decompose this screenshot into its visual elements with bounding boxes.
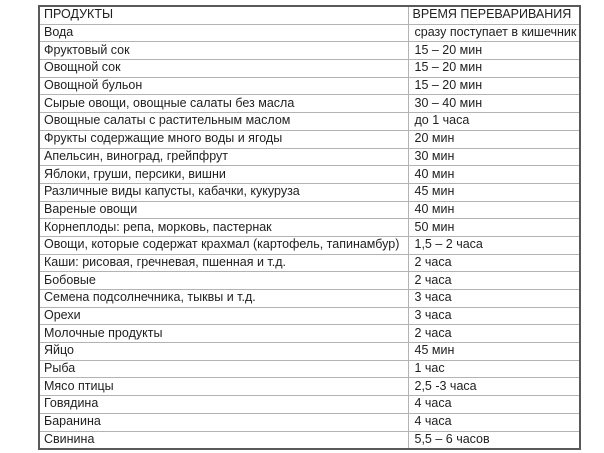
time-cell: 2,5 -3 часа bbox=[408, 378, 580, 396]
table-row bbox=[39, 272, 580, 290]
product-cell: Орехи bbox=[39, 307, 408, 325]
time-cell: 20 мин bbox=[408, 130, 580, 148]
table-row bbox=[39, 130, 580, 148]
table-row bbox=[39, 360, 580, 378]
time-cell: до 1 часа bbox=[408, 113, 580, 131]
table-row bbox=[39, 166, 580, 184]
product-cell: Различные виды капусты, кабачки, кукуруза bbox=[39, 183, 408, 201]
time-cell: 1 час bbox=[408, 360, 580, 378]
product-cell: Молочные продукты bbox=[39, 325, 408, 343]
table-row bbox=[39, 95, 580, 113]
time-cell: 40 мин bbox=[408, 166, 580, 184]
product-cell: Овощные салаты с растительным маслом bbox=[39, 113, 408, 131]
table-row bbox=[39, 254, 580, 272]
product-cell: Рыба bbox=[39, 360, 408, 378]
time-cell: 30 мин bbox=[408, 148, 580, 166]
table-row bbox=[39, 236, 580, 254]
table-row bbox=[39, 113, 580, 131]
time-cell: 40 мин bbox=[408, 201, 580, 219]
table-row bbox=[39, 201, 580, 219]
table-row bbox=[39, 148, 580, 166]
product-cell: Семена подсолнечника, тыквы и т.д. bbox=[39, 290, 408, 308]
time-cell: 50 мин bbox=[408, 219, 580, 237]
product-cell: Вода bbox=[39, 24, 408, 42]
table-row bbox=[39, 396, 580, 414]
time-cell: 2 часа bbox=[408, 272, 580, 290]
table-row bbox=[39, 42, 580, 60]
column-header-products: ПРОДУКТЫ bbox=[39, 6, 408, 24]
table-row bbox=[39, 307, 580, 325]
product-cell: Баранина bbox=[39, 413, 408, 431]
table-row bbox=[39, 325, 580, 343]
table-row bbox=[39, 413, 580, 431]
product-cell: Бобовые bbox=[39, 272, 408, 290]
time-cell: 2 часа bbox=[408, 325, 580, 343]
time-cell: 15 – 20 мин bbox=[408, 60, 580, 78]
table-row bbox=[39, 431, 580, 449]
product-cell: Свинина bbox=[39, 431, 408, 449]
time-cell: 45 мин bbox=[408, 343, 580, 361]
time-cell: 30 – 40 мин bbox=[408, 95, 580, 113]
time-cell: 15 – 20 мин bbox=[408, 42, 580, 60]
product-cell: Корнеплоды: репа, морковь, пастернак bbox=[39, 219, 408, 237]
product-cell: Яблоки, груши, персики, вишни bbox=[39, 166, 408, 184]
product-cell: Овощной сок bbox=[39, 60, 408, 78]
table-body bbox=[39, 24, 580, 449]
product-cell: Фруктовый сок bbox=[39, 42, 408, 60]
product-cell: Фрукты содержащие много воды и ягоды bbox=[39, 130, 408, 148]
time-cell: сразу поступает в кишечник bbox=[408, 24, 580, 42]
column-header-time: ВРЕМЯ ПЕРЕВАРИВАНИЯ bbox=[408, 6, 580, 24]
time-cell: 4 часа bbox=[408, 413, 580, 431]
table-row bbox=[39, 77, 580, 95]
time-cell: 3 часа bbox=[408, 307, 580, 325]
time-cell: 45 мин bbox=[408, 183, 580, 201]
time-cell: 1,5 – 2 часа bbox=[408, 236, 580, 254]
product-cell: Овощной бульон bbox=[39, 77, 408, 95]
time-cell: 3 часа bbox=[408, 290, 580, 308]
product-cell: Сырые овощи, овощные салаты без масла bbox=[39, 95, 408, 113]
product-cell: Говядина bbox=[39, 396, 408, 414]
digestion-table bbox=[38, 5, 581, 450]
time-cell: 5,5 – 6 часов bbox=[408, 431, 580, 449]
time-cell: 15 – 20 мин bbox=[408, 77, 580, 95]
table-row bbox=[39, 24, 580, 42]
product-cell: Мясо птицы bbox=[39, 378, 408, 396]
product-cell: Овощи, которые содержат крахмал (картофель, тапинамбур) bbox=[39, 236, 408, 254]
table-row bbox=[39, 219, 580, 237]
product-cell: Яйцо bbox=[39, 343, 408, 361]
product-cell: Вареные овощи bbox=[39, 201, 408, 219]
time-cell: 2 часа bbox=[408, 254, 580, 272]
table-row bbox=[39, 290, 580, 308]
table-row bbox=[39, 60, 580, 78]
product-cell: Каши: рисовая, гречневая, пшенная и т.д. bbox=[39, 254, 408, 272]
table-row bbox=[39, 183, 580, 201]
product-cell: Апельсин, виноград, грейпфрут bbox=[39, 148, 408, 166]
table-row bbox=[39, 378, 580, 396]
time-cell: 4 часа bbox=[408, 396, 580, 414]
table-header-row bbox=[39, 6, 580, 24]
table-row bbox=[39, 343, 580, 361]
